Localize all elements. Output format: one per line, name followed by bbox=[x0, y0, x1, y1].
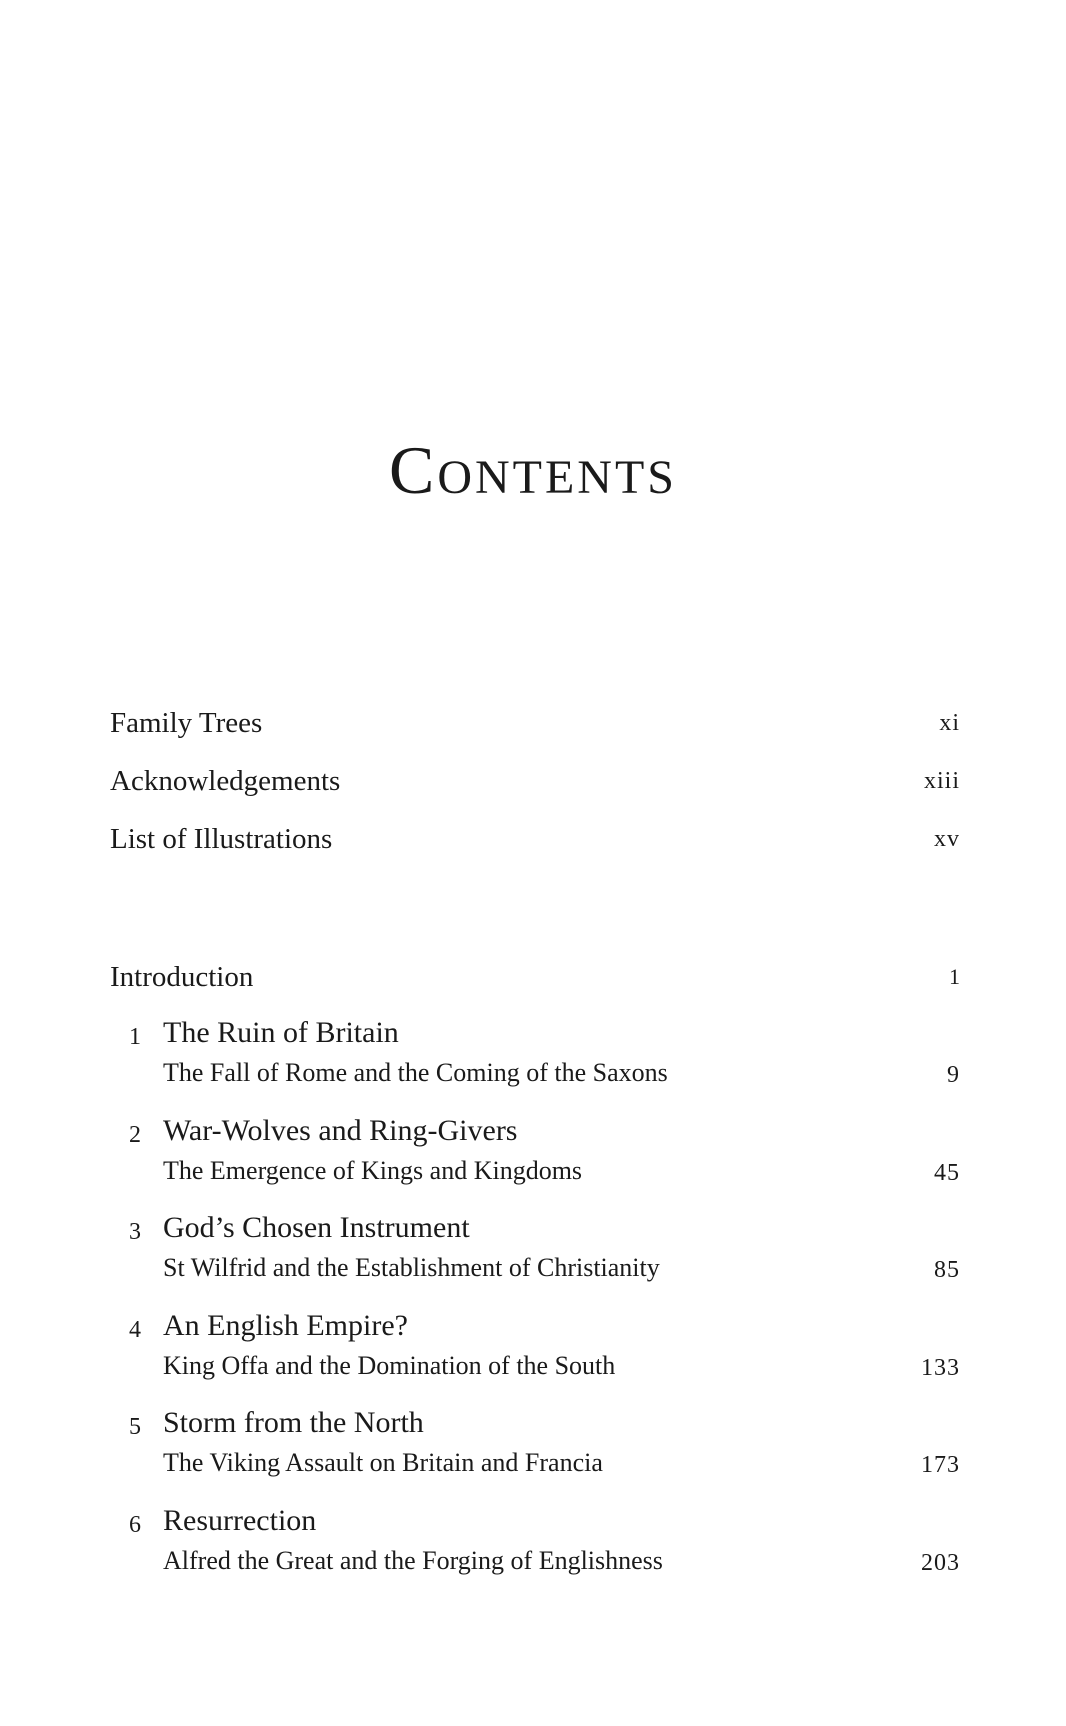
toc-page-number: xiii bbox=[923, 768, 960, 794]
chapter-title: An English Empire? bbox=[163, 1308, 408, 1342]
toc-entry-label: Acknowledgements bbox=[110, 765, 341, 797]
toc-entry-family-trees bbox=[110, 706, 960, 764]
chapter-entry bbox=[110, 1309, 960, 1407]
chapter-subtitle: The Emergence of Kings and Kingdoms bbox=[163, 1155, 583, 1185]
toc-entry-acknowledgements bbox=[110, 764, 960, 822]
toc-entry-introduction bbox=[110, 960, 960, 994]
chapter-subtitle: King Offa and the Domination of the South bbox=[163, 1350, 616, 1380]
chapter-subtitle: Alfred the Great and the Forging of Englishness bbox=[163, 1545, 663, 1575]
chapter-title: Resurrection bbox=[163, 1503, 317, 1537]
front-matter-list bbox=[110, 706, 960, 880]
chapter-number: 1 bbox=[129, 1024, 141, 1050]
chapter-list bbox=[110, 1016, 960, 1601]
toc-entry-label: Introduction bbox=[110, 961, 254, 993]
chapter-title: War-Wolves and Ring-Givers bbox=[163, 1113, 518, 1147]
chapter-subtitle: The Fall of Rome and the Coming of the Saxons bbox=[163, 1058, 668, 1087]
chapter-entry bbox=[110, 1114, 960, 1212]
toc-page-number: 45 bbox=[934, 1159, 960, 1186]
toc-entry-label: Family Trees bbox=[110, 707, 263, 739]
chapter-number: 2 bbox=[129, 1121, 141, 1148]
toc-entry-list-of-illustrations bbox=[110, 822, 960, 880]
page-title: Contents bbox=[388, 432, 677, 508]
chapter-subtitle: The Viking Assault on Britain and Francia bbox=[163, 1448, 603, 1477]
chapter-subtitle: St Wilfrid and the Establishment of Christianity bbox=[163, 1253, 660, 1282]
toc-page-number: xv bbox=[934, 826, 960, 852]
toc-page-number: 9 bbox=[947, 1062, 960, 1088]
chapter-title: God’s Chosen Instrument bbox=[163, 1211, 470, 1244]
chapter-title: The Ruin of Britain bbox=[163, 1016, 399, 1049]
chapter-title: Storm from the North bbox=[163, 1406, 424, 1439]
chapter-number: 5 bbox=[129, 1414, 141, 1440]
toc-page-number: 203 bbox=[921, 1549, 960, 1576]
chapter-entry bbox=[110, 1504, 960, 1602]
toc-entry-label: List of Illustrations bbox=[110, 823, 333, 855]
toc-page-number: 133 bbox=[921, 1354, 960, 1381]
chapter-number: 6 bbox=[129, 1511, 141, 1538]
chapter-entry bbox=[110, 1211, 960, 1309]
toc-page-number: 1 bbox=[949, 964, 960, 989]
chapter-number: 4 bbox=[129, 1316, 141, 1343]
toc-page-number: 85 bbox=[934, 1257, 960, 1283]
chapter-entry bbox=[110, 1406, 960, 1504]
chapter-entry bbox=[110, 1016, 960, 1114]
chapter-number: 3 bbox=[129, 1219, 141, 1245]
toc-page-number: xi bbox=[939, 710, 960, 736]
toc-page-number: 173 bbox=[921, 1452, 960, 1478]
